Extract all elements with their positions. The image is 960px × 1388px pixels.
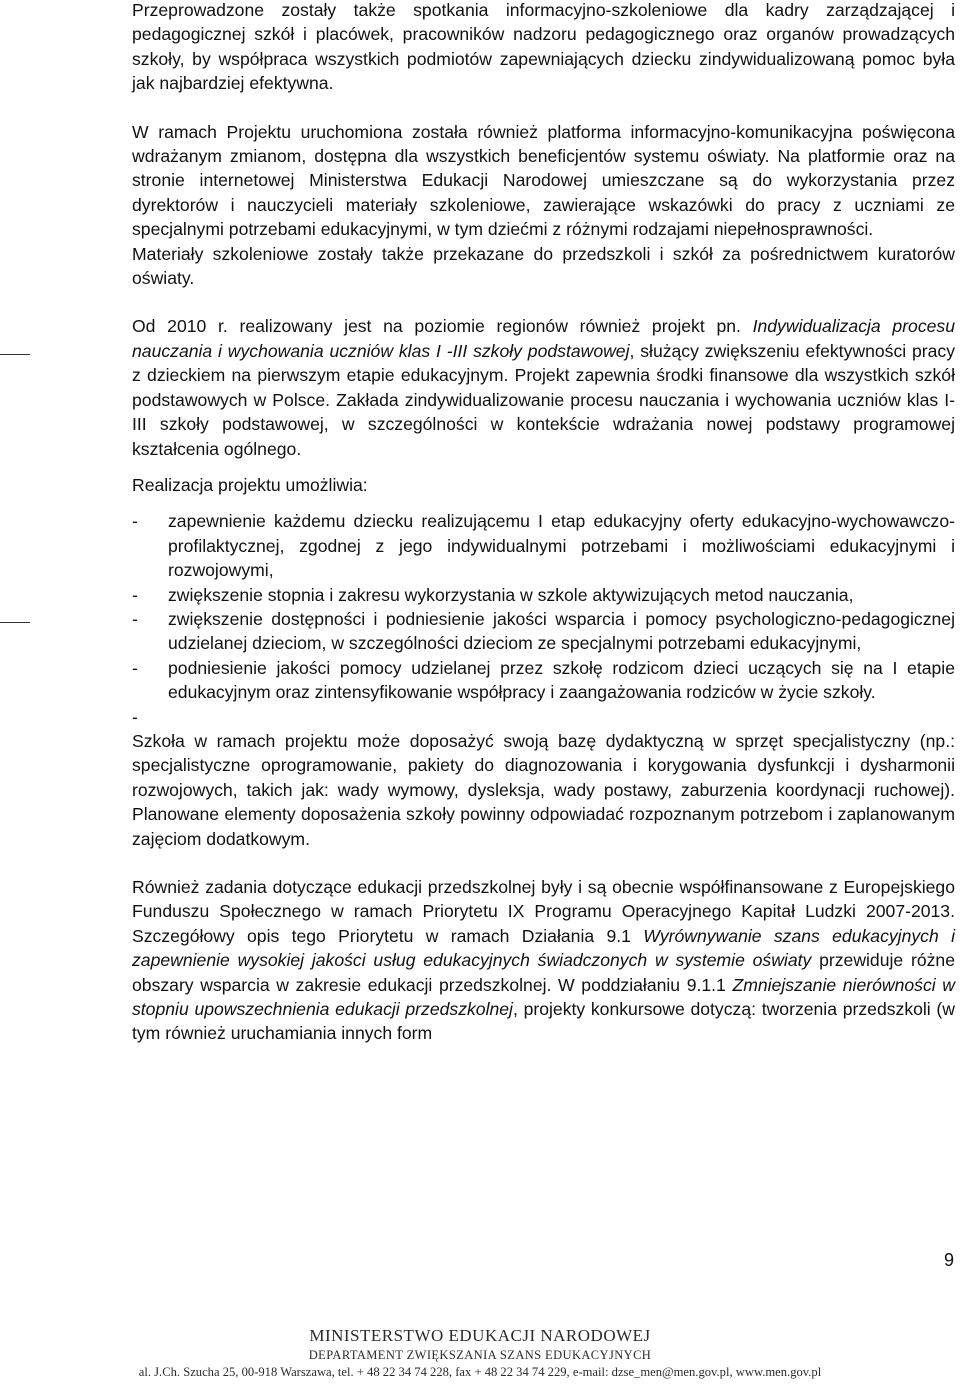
footer-department: DEPARTAMENT ZWIĘKSZANIA SZANS EDUKACYJNYCH	[308, 1348, 652, 1362]
project-title: Indywidualizacja procesu nauczania i wychowania uczniów klas I -III szkoły podstawowej	[132, 316, 955, 361]
list-item	[132, 583, 955, 607]
measure-title: Wyrównywanie szans edukacyjnych i zapewnienie wysokiej jakości usług edukacyjnych świadczonych w systemie oświaty	[132, 925, 955, 971]
paragraph-list-intro: Realizacja projektu umożliwia:	[132, 474, 368, 495]
paragraph-preschool	[132, 875, 955, 1046]
list-item-text: podniesienie jakości pomocy udzielanej przez szkołę rodzicom dzieci uczących się na I etapie edukacyjnym oraz zintensyfikowanie współpracy i zaangażowania rodziców w życie szkoły.	[168, 657, 955, 703]
list-item-text: zapewnienie każdemu dziecku realizującemu I etap edukacyjny oferty edukacyjno-wychowawczo-profilaktycznej, zgodnej z jego indywidualnymi potrzebami i możliwościami edukacyjnymi i rozwojowymi,	[168, 511, 955, 581]
list-dash: -	[132, 511, 138, 532]
paragraph-platform: W ramach Projektu uruchomiona została również platforma informacyjno-komunikacyjna poświęcona wdrażanym zmianom, dostępna dla wszystkich beneficjentów systemu oświaty. Na platformie oraz na stronie internetowej Ministerstwa Edukacji Narodowej umieszczane są do wykorzystania przez dyrektorów i nauczycieli materiały szkoleniowe, zawierające wskazówki do pracy z uczniami ze specjalnymi potrzebami edukacyjnymi, w tym dziećmi z różnymi rodzajami niepełnosprawności.	[132, 121, 955, 240]
list-item	[132, 607, 955, 656]
paragraph-text: przewiduje różne obszary wsparcia w zakresie edukacji przedszkolnej. W poddziałaniu 9.1.1	[132, 950, 955, 995]
submeasure-title: Zmniejszanie nierówności w stopniu upowszechnienia edukacji przedszkolnej	[132, 974, 955, 1020]
paragraph-text: Również zadania dotyczące edukacji przedszkolnej były i są obecnie współfinansowane z Europejskiego Funduszu Społecznego w ramach Priorytetu IX Programu Operacyjnego Kapitał Ludzki 2007-2013. Szczegółowy opis tego Priorytetu w ramach Działania 9.1	[132, 877, 955, 946]
list-item-text: zwiększenie stopnia i zakresu wykorzystania w szkole aktywizujących metod nauczania,	[168, 584, 854, 605]
list-dash: -	[132, 657, 138, 678]
paragraph-materials: Materiały szkoleniowe zostały także przekazane do przedszkoli i szkół za pośrednictwem kuratorów oświaty.	[132, 243, 955, 289]
list-item	[132, 509, 955, 582]
list-item-text: zwiększenie dostępności i podniesienie jakości wsparcia i pomocy psychologiczno-pedagogicznej udzielanej dzieciom, w szczególności dzieciom ze specjalnymi potrzebami edukacyjnymi,	[168, 608, 955, 654]
paragraph-individualization-project	[132, 314, 955, 460]
paragraph-meetings: Przeprowadzone zostały także spotkania informacyjno-szkoleniowe dla kadry zarządzającej i pedagogicznej szkół i placówek, pracowników nadzoru pedagogicznego oraz organów prowadzących szkoły, by współpraca wszystkich podmiotów zapewniających dziecku zindywidualizowaną pomoc była jak najbardziej efektywna.	[132, 0, 955, 94]
list-dash: -	[132, 584, 138, 605]
body-text	[132, 0, 955, 1046]
list-dash: -	[132, 608, 138, 629]
benefits-list	[132, 509, 955, 704]
page-number: 9	[943, 1250, 954, 1270]
footer-organization: MINISTERSTWO EDUKACJI NARODOWEJ	[309, 1326, 651, 1345]
paragraph-text: , służący zwiększeniu efektywności pracy z dzieckiem na pierwszym etapie edukacyjnym. Projekt zapewnia środki finansowe dla wszystkich szkół podstawowych w Polsce. Zakłada zindywidualizowanie procesu nauczania i wychowania uczniów klas I-III szkoły podstawowej, w szczególności w kontekście wdrażania nowej podstawy programowej kształcenia ogólnego.	[132, 340, 956, 459]
footer	[0, 1325, 960, 1381]
list-dash: -	[132, 706, 138, 727]
margin-mark-lower	[0, 622, 30, 623]
footer-address: al. J.Ch. Szucha 25, 00-918 Warszawa, tel. + 48 22 34 74 228, fax + 48 22 34 74 229, e-mail: dzse_men@men.gov.pl, www.men.gov.pl	[138, 1365, 822, 1379]
paragraph-text: , projekty konkursowe dotyczą: tworzenia przedszkoli (w tym również uruchamiania innych form	[132, 999, 955, 1044]
margin-mark-upper	[0, 354, 30, 355]
paragraph-equipment: Szkoła w ramach projektu może doposażyć swoją bazę dydaktyczną w sprzęt specjalistyczny (np.: specjalistyczne oprogramowanie, pakiety do diagnozowania i korygowania dysfunkcji i dysharmonii rozwojowych, takich jak: wady wymowy, dysleksja, wady postawy, zaburzenia koordynacji ruchowej). Planowane elementy doposażenia szkoły powinny odpowiadać rozpoznanym potrzebom i zaplanowanym zajęciom dodatkowym.	[132, 730, 955, 849]
paragraph-text: Od 2010 r. realizowany jest na poziomie regionów również projekt pn.	[132, 316, 753, 337]
list-item	[132, 656, 955, 705]
